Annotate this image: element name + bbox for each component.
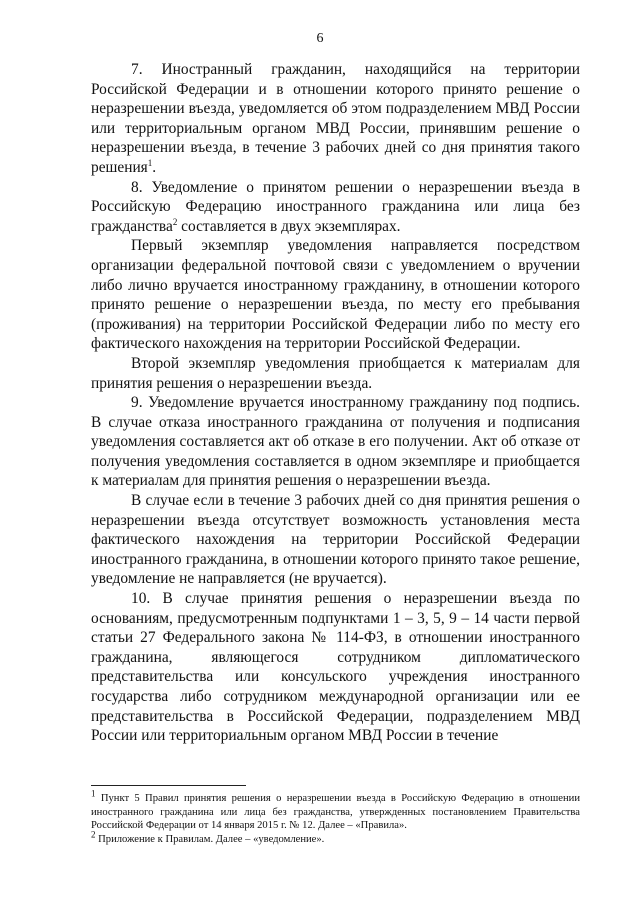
paragraph-first-copy: Первый экземпляр уведомления направляется посредством организации федеральной почтовой связи с уведомлением о вручении либо лично вручается иностранному гражданину, в отношении которого принято решение о неразрешении въезда, по месту его пребывания (проживания) на территории Российской Федерации либо по месту его фактического нахождения на территории Российской Федерации. <box>91 237 580 353</box>
paragraph-second-copy: Второй экземпляр уведомления приобщается к материалам для принятия решения о неразрешении въезда. <box>91 354 580 392</box>
paragraph-7 <box>91 60 580 178</box>
document-body <box>91 60 580 746</box>
paragraph-text: . <box>152 158 157 176</box>
footnote-marker-1: 1 <box>91 788 96 799</box>
footnote-text: Приложение к Правилам. Далее – «уведомление». <box>95 833 325 845</box>
paragraph-8 <box>91 178 580 237</box>
footnote-marker-2: 2 <box>91 829 96 840</box>
footnote-1 <box>91 788 580 833</box>
footnotes <box>91 788 580 846</box>
paragraph-text: 8. Уведомление о принятом решении о неразрешении въезда в Российскую Федерацию иностранного гражданина или лица без гражданства <box>91 178 580 235</box>
paragraph-10: 10. В случае принятия решения о неразрешении въезда по основаниям, предусмотренным подпунктами 1 – 3, 5, 9 – 14 части первой статьи 27 Федерального закона № 114-ФЗ, в отношении иностранного гражданина, являющегося сотрудником дипломатического представительства или консульского учреждения иностранного государства либо сотрудником международной организации или ее представительства в Российской Федерации, подразделением МВД России или территориальным органом МВД России в течение <box>91 590 580 745</box>
paragraph-text: 7. Иностранный гражданин, находящийся на территории Российской Федерации и в отношении которого принято решение о неразрешении въезда, уведомляется об этом подразделением МВД России или территориальным органом МВД России, принявшим решение о неразрешении въезда, в течение 3 рабочих дней со дня принятия такого решения <box>91 61 580 176</box>
paragraph-9: 9. Уведомление вручается иностранному гражданину под подпись. В случае отказа иностранного гражданина от получения и подписания уведомления составляется акт об отказе в его получении. Акт об отказе от получения уведомления составляется в одном экземпляре и приобщается к материалам для принятия решения о неразрешении въезда. <box>91 394 580 490</box>
footnote-separator <box>91 785 246 786</box>
paragraph-text: составляется в двух экземплярах. <box>177 217 401 235</box>
paragraph-9-continued: В случае если в течение 3 рабочих дней со дня принятия решения о неразрешении въезда отсутствует возможность установления места фактического нахождения на территории Российской Федерации иностранного гражданина, в отношении которого принято такое решение, уведомление не направляется (не вручается). <box>91 492 580 588</box>
footnote-2 <box>91 829 580 847</box>
footnote-text: Пункт 5 Правил принятия решения о неразрешении въезда в Российскую Федерацию в отношении иностранного гражданина или лица без гражданства, утвержденных постановлением Правительства Российской Федерации от 14 января 2015 г. № 12. Далее – «Правила». <box>91 793 580 832</box>
footnote-ref-2: 2 <box>172 216 178 227</box>
page-number: 6 <box>316 31 324 46</box>
footnote-ref-1: 1 <box>147 157 153 168</box>
